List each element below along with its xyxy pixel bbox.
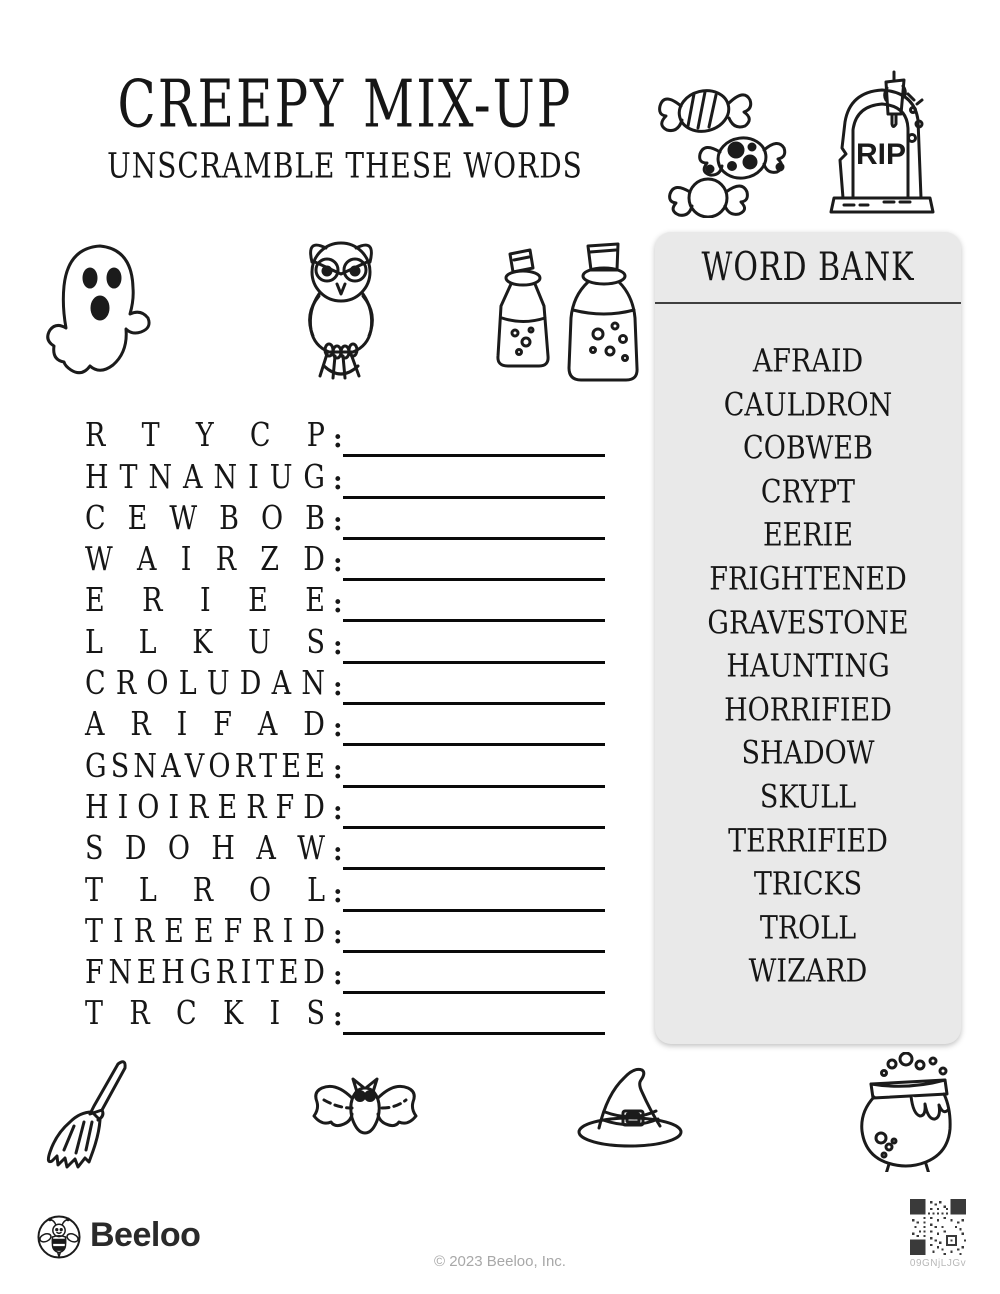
answer-line — [343, 785, 605, 788]
potion-bottles-icon — [478, 238, 640, 390]
word-bank-word: TRICKS — [753, 866, 863, 903]
scramble-word: T R C K I S — [85, 995, 325, 1033]
colon: : — [333, 630, 343, 661]
scramble-word: S D O H A W — [85, 830, 325, 868]
scramble-row — [85, 706, 605, 751]
broom-icon — [42, 1058, 134, 1172]
scramble-word: L L K U S — [85, 623, 325, 662]
colon: : — [333, 589, 343, 620]
owl-icon — [288, 232, 394, 380]
scramble-row — [85, 417, 605, 462]
colon: : — [333, 424, 343, 455]
answer-line — [343, 991, 605, 994]
colon: : — [333, 1002, 343, 1033]
word-bank-word: HAUNTING — [726, 648, 890, 685]
colon: : — [333, 837, 343, 868]
scramble-word: T I R E E F R I D — [85, 913, 325, 951]
word-bank-word: SHADOW — [741, 735, 875, 773]
scramble-row — [85, 830, 605, 875]
page-title: CREEPY MIX-UP — [117, 66, 573, 143]
qr-code-label: 09GNjLJGv — [909, 1258, 967, 1269]
scramble-row — [85, 458, 605, 503]
scramble-word: E R I E E — [85, 582, 325, 620]
colon: : — [333, 961, 343, 992]
answer-line — [343, 578, 605, 581]
colon: : — [333, 878, 343, 909]
cauldron-icon — [856, 1052, 956, 1172]
word-bank-word: WIZARD — [748, 953, 868, 991]
answer-line — [343, 950, 605, 953]
qr-code — [910, 1199, 966, 1255]
colon: : — [333, 795, 343, 826]
answer-line — [343, 743, 605, 746]
scramble-row — [85, 541, 605, 586]
word-bank-word: TERRIFIED — [728, 822, 888, 860]
copyright-text: © 2023 Beeloo, Inc. — [434, 1253, 566, 1270]
colon: : — [333, 506, 343, 537]
scramble-word: W A I R Z D — [85, 541, 325, 579]
answer-line — [343, 619, 605, 622]
colon: : — [333, 754, 343, 785]
page-subtitle: UNSCRAMBLE THESE WORDS — [107, 146, 583, 187]
answer-line — [343, 661, 605, 664]
gravestone-icon — [824, 64, 940, 214]
word-bank-word: TROLL — [759, 909, 857, 947]
scramble-row — [85, 913, 605, 958]
scramble-row — [85, 582, 605, 627]
answer-line — [343, 826, 605, 829]
answer-line — [343, 867, 605, 870]
scramble-word: A R I F A D — [85, 706, 325, 744]
scramble-word: H I O I R E R F D — [85, 789, 325, 827]
scramble-word: G S N A V O R T E E — [85, 747, 325, 786]
gravestone-label: RIP — [855, 138, 907, 171]
scramble-row — [85, 500, 605, 545]
scramble-word: H T N A N I U G — [85, 458, 325, 496]
candy-icons — [652, 70, 802, 218]
answer-line — [343, 1032, 605, 1035]
word-bank-word: AFRAID — [752, 343, 864, 380]
colon: : — [333, 548, 343, 579]
scramble-row — [85, 954, 605, 999]
word-bank-word: FRIGHTENED — [709, 561, 907, 598]
scramble-word: C E W B O B — [85, 500, 325, 538]
colon: : — [333, 465, 343, 496]
scramble-row — [85, 995, 605, 1040]
scramble-list — [85, 417, 605, 1040]
word-bank-word: SKULL — [759, 779, 857, 816]
page-subtitle-wrap — [35, 146, 655, 187]
word-bank-panel — [655, 232, 961, 1044]
answer-line — [343, 496, 605, 499]
colon: : — [333, 713, 343, 744]
answer-line — [343, 909, 605, 912]
word-bank-word: CAULDRON — [723, 386, 893, 424]
word-bank-list — [655, 304, 961, 994]
page-title-wrap — [35, 66, 655, 143]
scramble-word: T L R O L — [85, 871, 325, 909]
witch-hat-icon — [576, 1064, 684, 1150]
word-bank-header — [655, 232, 961, 304]
word-bank-word: CRYPT — [760, 473, 856, 511]
ghost-icon — [40, 234, 158, 390]
scramble-word: C R O L U D A N — [85, 665, 325, 703]
answer-line — [343, 454, 605, 457]
scramble-word: R T Y C P — [85, 417, 325, 455]
scramble-row — [85, 789, 605, 834]
colon: : — [333, 672, 343, 703]
scramble-row — [85, 623, 605, 668]
brand-wordmark: Beeloo — [90, 1216, 201, 1254]
scramble-row — [85, 747, 605, 792]
answer-line — [343, 702, 605, 705]
answer-line — [343, 537, 605, 540]
word-bank-word: HORRIFIED — [724, 691, 892, 729]
word-bank-word: GRAVESTONE — [707, 604, 909, 642]
word-bank-title: WORD BANK — [701, 244, 915, 290]
scramble-word: F N E H G R I T E D — [85, 954, 325, 992]
scramble-row — [85, 871, 605, 916]
word-bank-word: COBWEB — [743, 430, 873, 467]
scramble-row — [85, 665, 605, 710]
bat-icon — [312, 1076, 418, 1144]
colon: : — [333, 919, 343, 950]
word-bank-word: EERIE — [762, 517, 854, 555]
